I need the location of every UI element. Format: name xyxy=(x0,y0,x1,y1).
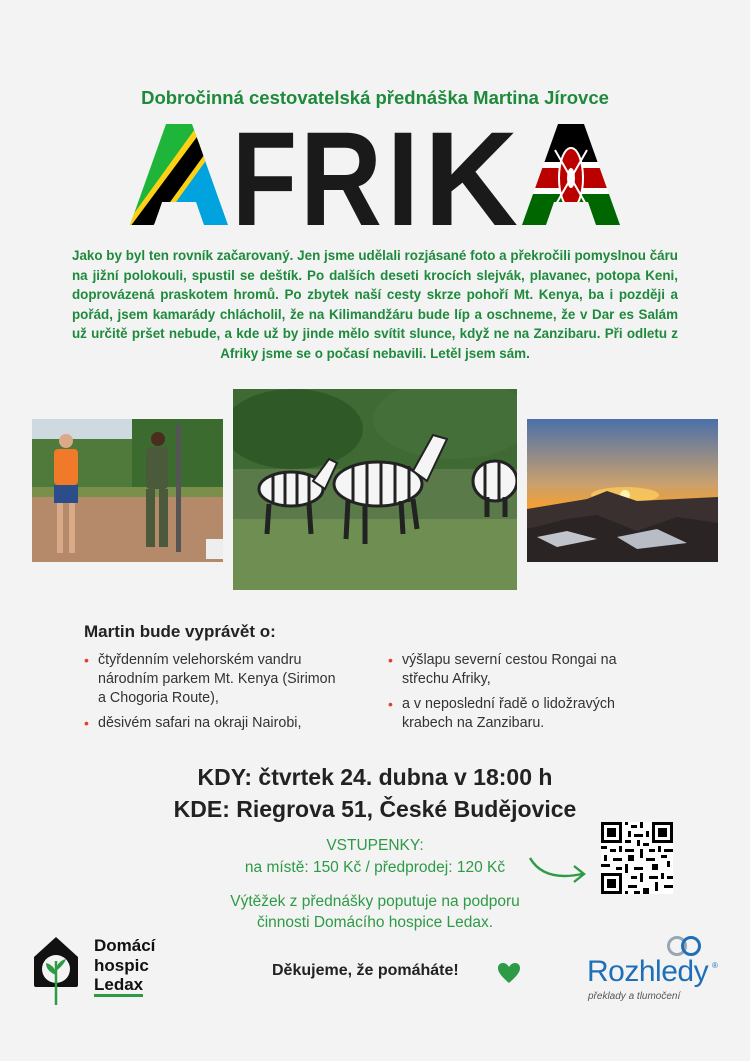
curved-arrow-icon xyxy=(526,852,592,886)
proceeds-line-1: Výtěžek z přednášky poputuje na podporu xyxy=(230,893,520,910)
photo-hikers xyxy=(32,419,223,562)
tanzania-flag-letter xyxy=(130,122,228,227)
rozhledy-tagline: překlady a tlumočení xyxy=(588,991,681,1002)
bullet-icon: • xyxy=(84,715,89,731)
list-item: • a v neposlední řadě o lidožravých krabech na Zanzibaru. xyxy=(388,696,615,731)
rozhledy-name: Rozhledy xyxy=(587,955,709,988)
qr-code xyxy=(601,822,673,894)
bullet-icon: • xyxy=(388,652,393,668)
heart-icon xyxy=(497,962,521,984)
hospice-house-icon xyxy=(30,935,82,1005)
title-letter-i: I xyxy=(387,122,419,227)
intro-paragraph: Jako by byl ten rovník začarovaný. Jen jsme udělali rozjásané foto a překročili pomyslnou čáru na jižní polokouli, spustil se deštík. Po dalších deseti krocích slejvák, plavanec, potopa Keni, doprovázená praskotem hromů. Po zbytek naší cesty skrze pohoří Mt. Kenya, ba i později a pořád, jsem kamarády chlácholil, že na Kilimandžáru bude líp a oschneme, že v Dar es Salám už určitě pršet nebude, a kde už by jinde mělo svítit slunce, když ne na Zanzibaru. Při odletu z Afriky jsme se o počasí nebavili. Letěl jsem sám. xyxy=(72,248,678,361)
proceeds-line-2: činnosti Domácího hospice Ledax. xyxy=(256,914,494,931)
hospice-logo-line-3: Ledax xyxy=(94,976,143,997)
bullet-icon: • xyxy=(84,652,89,668)
tickets-prices: na místě: 150 Kč / předprodej: 120 Kč xyxy=(244,859,506,876)
photo-zebras xyxy=(233,389,517,590)
kenya-flag-letter xyxy=(522,122,620,227)
list-item: • děsivém safari na okraji Nairobi, xyxy=(84,715,302,731)
photo-sunrise xyxy=(527,419,718,562)
rozhledy-logo xyxy=(585,935,725,1007)
talk-topics-heading: Martin bude vyprávět o: xyxy=(84,622,276,641)
list-item: • výšlapu severní cestou Rongai na střechu Afriky, xyxy=(388,652,617,687)
hospice-ledax-logo xyxy=(30,935,180,1005)
rozhledy-registered: ® xyxy=(712,961,718,970)
list-item: • čtyřdenním velehorském vandru národním parkem Mt. Kenya (Sirimon a Chogoria Route), xyxy=(84,652,336,706)
hospice-logo-line-2: hospic xyxy=(94,956,149,975)
bullet-icon: • xyxy=(388,696,393,712)
rozhledy-rings-icon xyxy=(667,935,701,957)
event-subtitle: Dobročinná cestovatelská přednáška Martina Jírovce xyxy=(141,87,609,108)
afrika-title xyxy=(130,122,620,227)
title-letter-f: F xyxy=(232,122,297,227)
event-where: KDE: Riegrova 51, České Budějovice xyxy=(173,796,577,822)
talk-topics-left xyxy=(84,651,344,739)
event-when: KDY: čtvrtek 24. dubna v 18:00 h xyxy=(197,764,553,790)
thanks-text: Děkujeme, že pomáháte! xyxy=(272,962,459,979)
tickets-label: VSTUPENKY: xyxy=(326,837,424,854)
title-letter-k: K xyxy=(424,122,518,227)
hospice-logo-line-1: Domácí xyxy=(94,936,156,955)
talk-topics-right xyxy=(388,651,658,739)
title-letter-r: R xyxy=(300,122,382,227)
